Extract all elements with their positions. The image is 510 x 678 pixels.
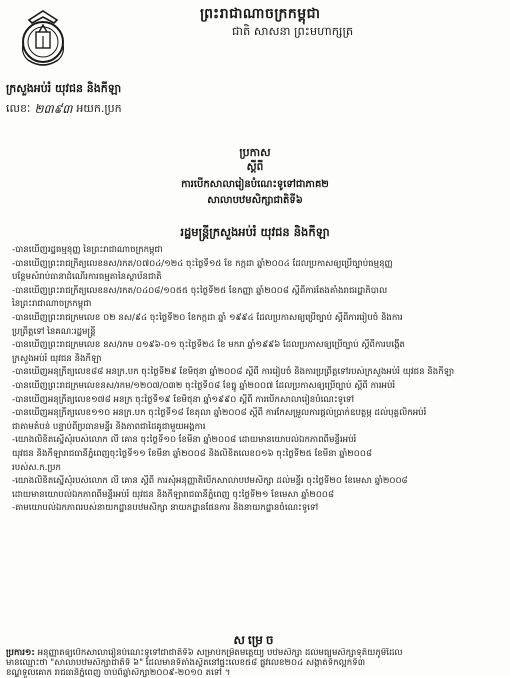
ministry-emblem-icon [12,8,74,72]
document-subject-line2: សាលាបឋមសិក្សាជាតិទី៦ [207,195,303,206]
article-label: ប្រការ១: [6,648,35,658]
reference-line: ដោយមានយោបល់ឯកភាពពីមន្ទីរអប់រំ យុវជន និងកីឡារាជធានីភ្នំពេញ ចុះថ្ងៃទី២១ ខែមេសា ឆ្នាំ២០០៨ [12,489,335,500]
reference-line: -បានឃើញព្រះរាជក្រឹត្យលេខនស/រកត/០៤០៨/១០៥៥ ចុះថ្ងៃទី២៥ ខែកញ្ញា ឆ្នាំ២០០៨ ស្តីពីការតែងតាំងរាជរដ្ឋាភិបាល [12,285,388,296]
article-line: មានឈ្មោះថា "សាលាបឋមសិក្សាជាតិទី ៦" ដែលមានទីតាំងស្ថិតនៅផ្ទះលេខ៥៨ ផ្លូវលេខ២០៤ សង្កាត់ទឹកល្អក់ទី៣ [6,658,366,668]
document-about: ស្តីពី [246,161,264,173]
national-motto: ជាតិ សាសនា ព្រះមហាក្សត្រ [232,24,354,38]
reference-line: -បានឃើញព្រះរាជក្រមលេខនស/រកម/១២០៧/០៣២ ចុះថ្ងៃទី០៨ ខែធ្នូ ឆ្នាំ២០០៧ ដែលប្រកាសឲ្យប្រើច្បាប់ ស្តីពី ការអប់រំ [12,380,396,391]
reference-line: -បានឃើញព្រះរាជក្រមលេខ ០២ នស/៩៤ ចុះថ្ងៃទី២០ ខែកក្កដា ឆ្នាំ ១៩៩៤ ដែលប្រកាសឲ្យប្រើច្បាប់ ស្តីពីការរៀបចំ និងការ [12,312,403,323]
reference-line: -បានឃើញរដ្ឋធម្មនុញ្ញ នៃព្រះរាជាណាចក្រកម្ពុជា [12,245,163,255]
reference-number [6,101,122,119]
reference-line: បន្ថែមសំរាប់ធានាដំណើរការធម្មតានៃស្ថាប័នជាតិ [12,272,162,283]
reference-line: យុវជន និងកីឡារាជធានីភ្នំពេញចុះថ្ងៃទី១១ ខែមីនា ឆ្នាំ២០០៨ និងលិខិតលេខ០១៦ ចុះថ្ងៃទី២៥ ខែមីនា ឆ្នាំ២០០៨ [12,448,373,459]
reference-line: នៃព្រះរាជាណាចក្រកម្ពុជា [12,299,92,310]
minister-heading: រដ្ឋមន្ត្រីក្រសួងអប់រំ យុវជន និងកីឡា [180,225,330,239]
reference-line: -បានឃើញព្រះរាជក្រឹត្យលេខនស/រកត/០៧០៤/១២៤ ចុះថ្ងៃទី១៥ ខែ កក្កដា ឆ្នាំ២០០៤ ដែលប្រកាសឲ្យប្រើច្បាប់ធម្មនុញ្ញ [12,258,393,269]
reference-line: -យោងលិខិតស្នើសុំរបស់លោក លី គោន ស្តីពី ការសុំអនុញ្ញាតិបើកសាលាបឋមសិក្សា ដល់មន្ទីរ ចុះថ្ងៃទី២០ ខែមេសា ឆ្នាំ២០០៨ [12,476,408,487]
reference-suffix: អយក.ប្រក [76,102,122,115]
legal-references [12,244,504,516]
kingdom-heading: ព្រះរាជាណាចក្រកម្ពុជា [200,6,321,22]
reference-line: ក្រសួងអប់រំ យុវជន និងកីឡា [12,353,102,364]
reference-line: ជាតាមតំបន់ បន្ទាប់ពីប្រធានមន្ទីរ និងភាពជាដៃគូជាមួយអង្គការ [12,421,206,432]
reference-line: -យោងលិខិតស្នើសុំរបស់លោក លី គោន ចុះថ្ងៃទី១០ ខែមីនា ឆ្នាំ២០០៨ ដោយមានយោបល់ឯកភាពពីមន្ទីរអប់រំ [12,435,357,446]
reference-line: -បានឃើញព្រះរាជក្រមលេខ នស/រកម ០១៩៦-០១ ចុះថ្ងៃទី២៤ ខែ មករា ឆ្នាំ១៩៩៦ ដែលប្រកាសឲ្យប្រើច្បាប់ ស្តីពីការបង្កើត [12,340,405,351]
article-1 [6,648,506,678]
reference-label: លេខៈ [6,102,31,115]
article-line [6,648,506,658]
reference-line: -បានឃើញអនុក្រឹត្យលេខ១១០ អនក្រ.បក ចុះថ្ងៃទី១៨ ខែតុលា ឆ្នាំ២០០៨ ស្តីពី ការកែសម្រួលការផ្តល់ប្រាក់ឧបត្ថម្ភ ដល់បុគ្គលិកអប់រំ [12,408,427,419]
reference-line: របស់ស.ក.ប្រក [12,462,61,473]
reference-line: -តាមយោបល់ឯកភាពរបស់នាយកដ្ឋានបឋមសិក្សា នាយកដ្ឋានផែនការ និងនាយកដ្ឋានចំណេះទូទៅ [12,503,319,514]
ministry-name: ក្រសួងអប់រំ យុវជន និងកីឡា [6,82,122,95]
reference-value: ២៣៩៣ [34,102,73,116]
reference-line: -បានឃើញអនុក្រឹត្យលេខ៨៨ អនក្រ.បក ចុះថ្ងៃទី២៩ ខែមិថុនា ឆ្នាំ២០០៨ ស្តីពី ការរៀបចំ និងការប្រព្រឹត្តទៅរបស់ក្រសួងអប់រំ យុវជន និងកីឡា [12,367,455,378]
article-text: អនុញ្ញាតឲ្យបើកសាលារៀនបំណេះទូទៅជាជាតិទី៦ សម្រាប់កម្រិតមត្តេយ្យ បឋមសិក្សា ដល់មធ្យមសិក្សាទុតិយភូមិដែល [34,648,403,658]
document-type: ប្រកាស [239,146,271,159]
reference-line: ប្រព្រឹត្តទៅ នៃគណៈរដ្ឋមន្ត្រី [12,326,96,337]
document-subject-line1: ការបើកសាលារៀនបំណេះទូទៅជាភាគ២ [181,179,329,190]
decision-heading: សម្រេច [233,633,277,647]
reference-line: -បានឃើញអនុក្រឹត្យលេខ១៧៨ អនក្រ ចុះថ្ងៃទី១៩ ខែមិថុនា ឆ្នាំ១៩៩០ ស្តីពី ការបើកសាលារៀនបំណេះទូទៅ [12,394,355,405]
article-line: ខណ្ឌទួលគោក រាជធានីភ្នំពេញ ចាប់ពីឆ្នាំសិក្សា២០០៩-២០១០ តទៅ ។ [6,668,231,678]
